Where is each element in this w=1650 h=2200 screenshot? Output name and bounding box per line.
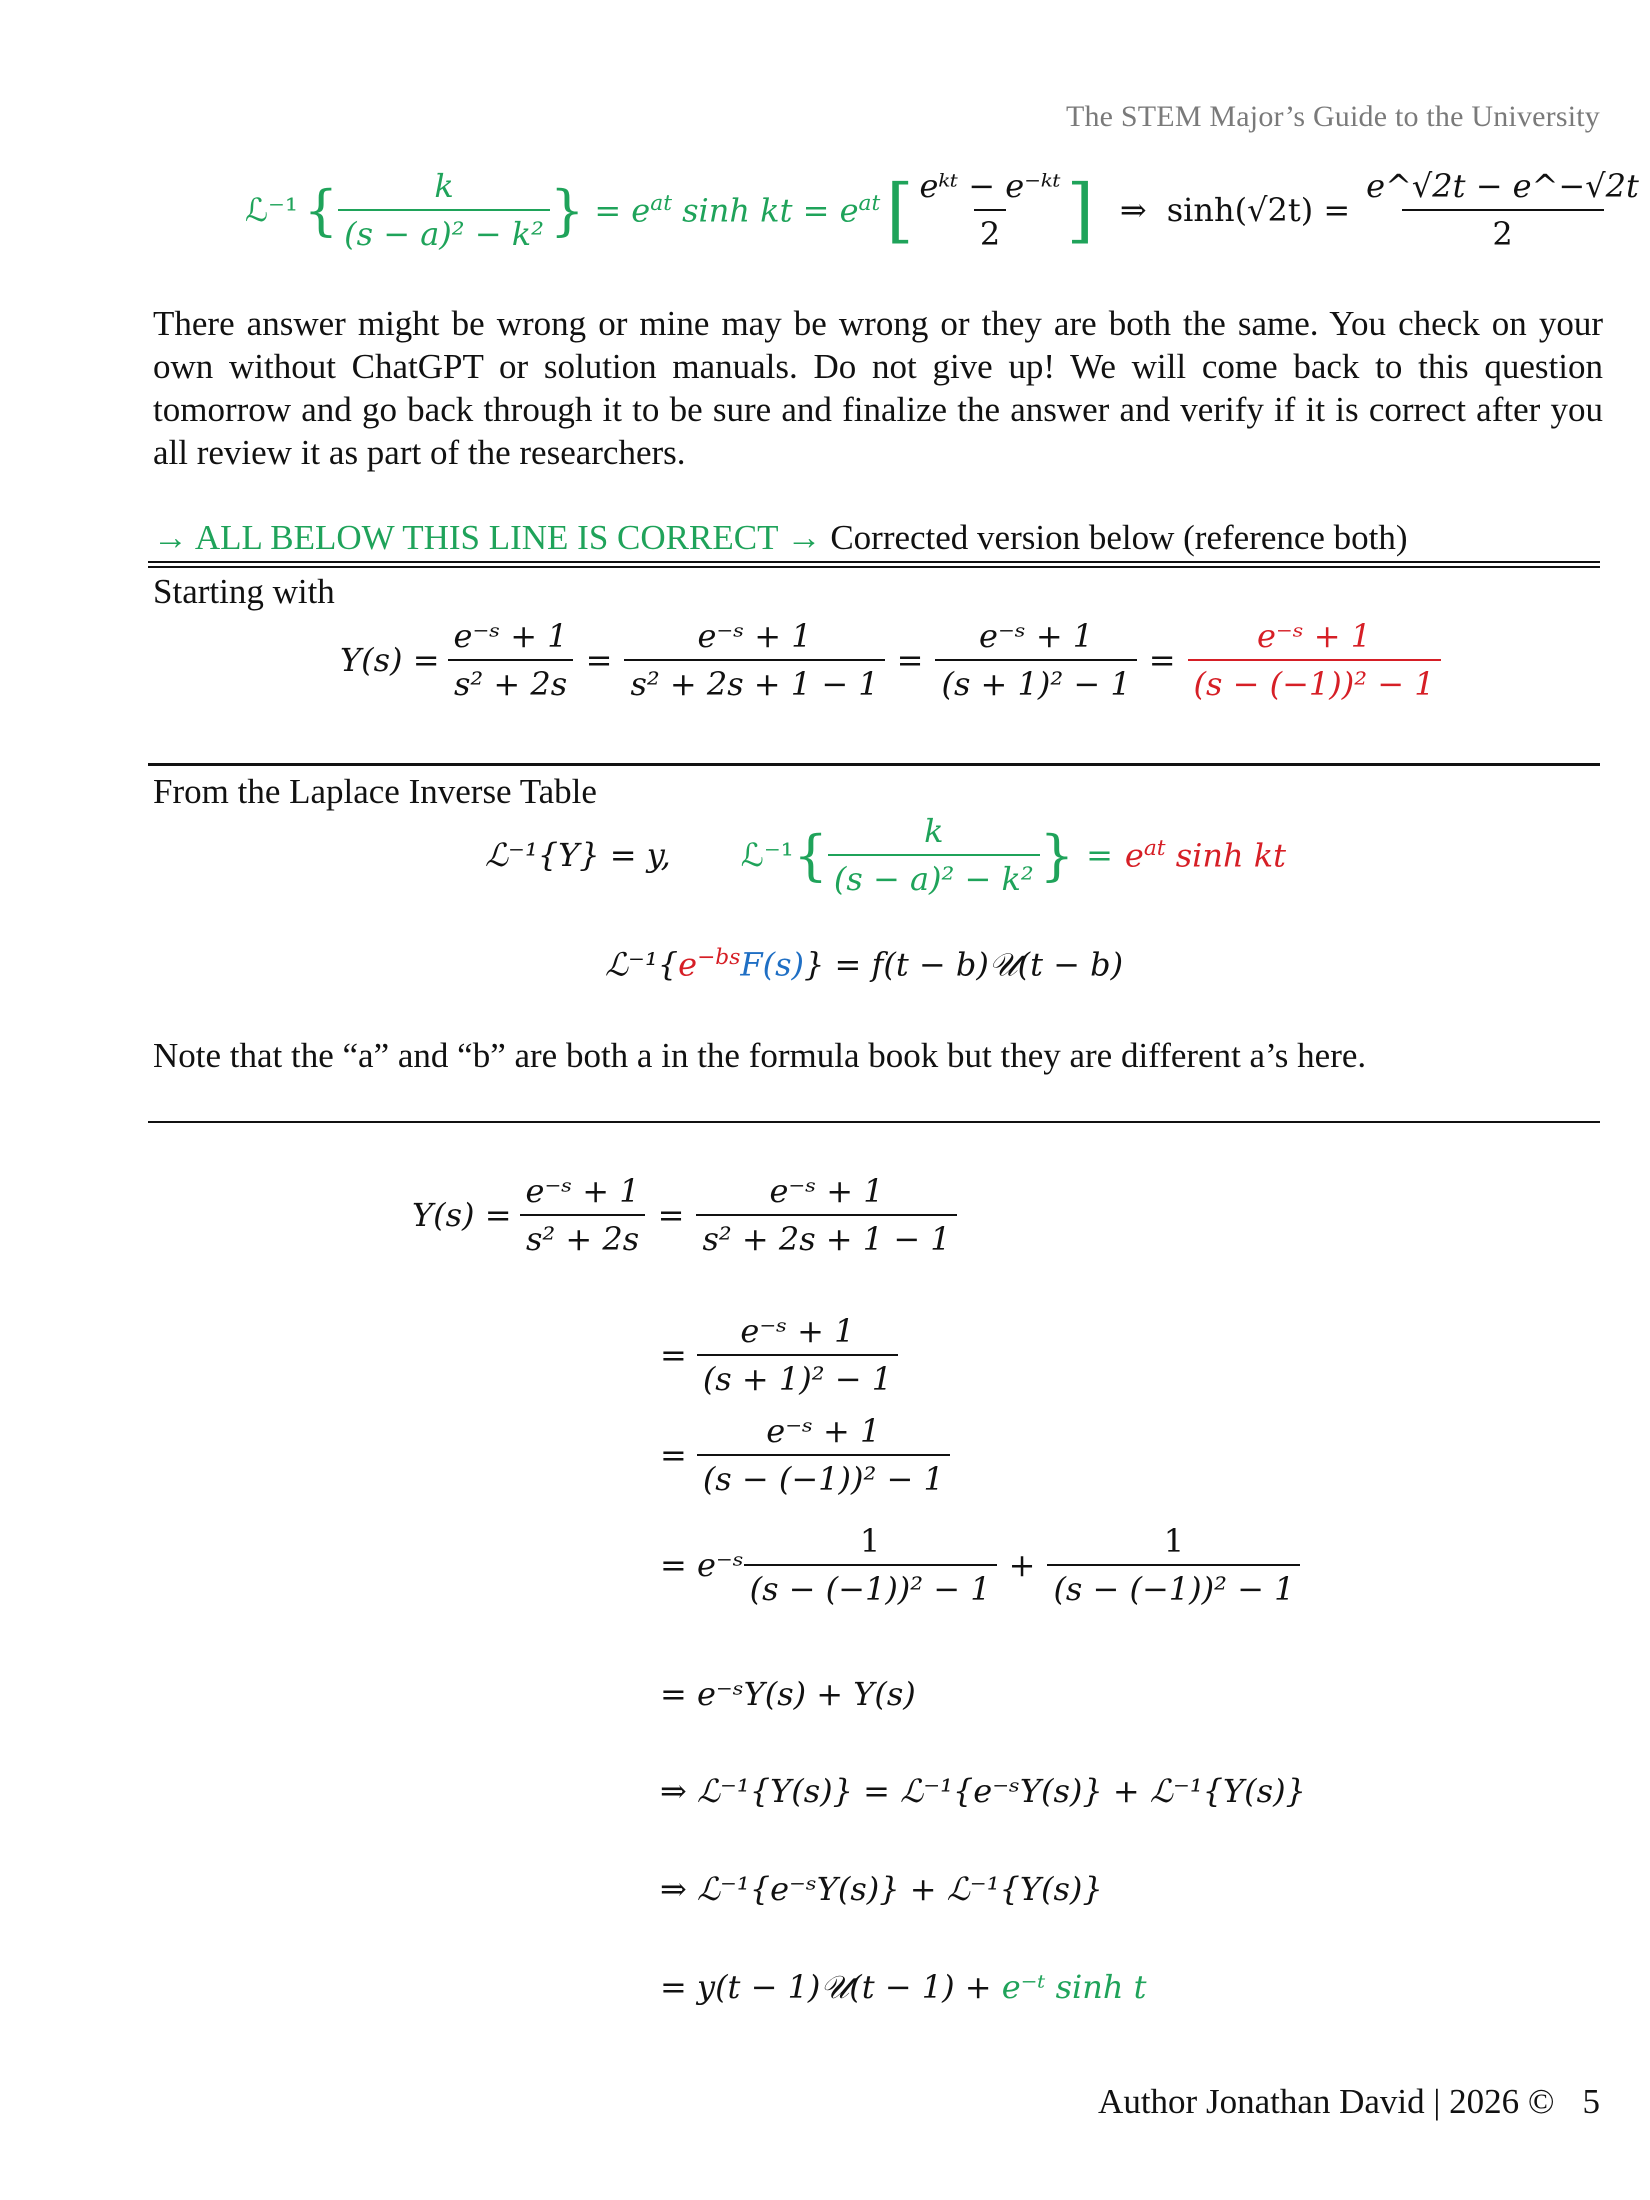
laplace-inverse-symbol: ℒ⁻¹ — [245, 191, 298, 229]
shift-pre: ℒ⁻¹{ — [605, 945, 679, 984]
divider-3 — [148, 1121, 1600, 1123]
page-number: 5 — [1582, 2082, 1600, 2121]
sinh-den: 2 — [1402, 209, 1604, 253]
equals: = — [585, 641, 613, 679]
paragraph-note: There answer might be wrong or mine may be wrong or they are both the same. You check on your own without ChatGPT or solution manuals. Do not give up! We will come back to this question tomorrow and go back through it to be sure and finalize the answer and verify if it is correct after you all review it as part of the researchers. — [153, 304, 1603, 472]
eq-row1-frac1 — [448, 617, 574, 703]
deriv-l8-green: e⁻ᵗ sinh t — [1001, 1968, 1147, 2006]
deriv-lhs: Y(s) = — [412, 1196, 512, 1234]
top-fraction — [338, 167, 550, 253]
bracket-den: 2 — [974, 209, 1006, 253]
shift-post: } = f(t − b)𝒰(t − b) — [803, 945, 1124, 984]
eq-row1-lhs: Y(s) = — [340, 641, 440, 679]
footer-author: Author Jonathan David | 2026 © — [1098, 2082, 1555, 2121]
equals: = — [1148, 641, 1176, 679]
eq-row1-frac3 — [935, 617, 1136, 703]
correct-line-green: → ALL BELOW THIS LINE IS CORRECT → — [153, 518, 822, 557]
eq1-rest: sinh kt = e — [671, 191, 859, 230]
table-inv: ℒ⁻¹ — [740, 836, 794, 874]
deriv-l4-pre: = e⁻ˢ — [660, 1546, 744, 1584]
eq-row1-frac4 — [1188, 617, 1441, 703]
plus: + — [1008, 1546, 1036, 1584]
eq2-sup: at — [858, 190, 881, 216]
table-formula-row — [485, 805, 1286, 905]
deriv-l1-frac1-den: s² + 2s — [520, 1214, 645, 1258]
divider-2 — [148, 763, 1600, 766]
deriv-l3-frac — [697, 1412, 950, 1498]
derivation-line-2 — [660, 1300, 898, 1410]
table-rhs-tail: sinh kt — [1165, 836, 1287, 875]
sinh-lhs: sinh(√2t) = — [1166, 191, 1351, 229]
correct-line — [153, 516, 1408, 559]
derivation-line-6: ⇒ ℒ⁻¹{Y(s)} = ℒ⁻¹{e⁻ˢY(s)} + ℒ⁻¹{Y(s)} — [660, 1772, 1306, 1810]
deriv-l1-frac2-num: e⁻ˢ + 1 — [769, 1172, 884, 1210]
correct-line-black: Corrected version below (reference both) — [821, 518, 1408, 557]
derivation-line-4 — [660, 1505, 1300, 1625]
deriv-l2-num: e⁻ˢ + 1 — [740, 1312, 855, 1350]
deriv-l4-frac1 — [744, 1522, 997, 1608]
table-left-brace: { — [793, 823, 828, 887]
bracket-num: eᵏᵗ − e⁻ᵏᵗ — [919, 167, 1061, 205]
sinh-fraction — [1360, 167, 1645, 253]
table-rhs — [1125, 836, 1286, 875]
eq-row1-frac1-num: e⁻ˢ + 1 — [453, 617, 568, 655]
deriv-l1-frac2-den: s² + 2s + 1 − 1 — [696, 1214, 956, 1258]
deriv-l4-frac1-den: (s − (−1))² − 1 — [744, 1564, 997, 1608]
eq-row1-frac3-num: e⁻ˢ + 1 — [979, 617, 1094, 655]
derivation-line-7: ⇒ ℒ⁻¹{e⁻ˢY(s)} + ℒ⁻¹{Y(s)} — [660, 1870, 1103, 1908]
shift-red-sup: −bs — [697, 945, 741, 970]
eq1-text: = e — [594, 191, 651, 230]
equals: = — [896, 641, 924, 679]
divider-double-top — [148, 561, 1600, 563]
top-fraction-den: (s − a)² − k² — [338, 209, 550, 253]
deriv-l4-frac2-num: 1 — [1163, 1522, 1185, 1560]
sinh-num: e^√2t − e^−√2t — [1366, 167, 1639, 205]
shift-blue: F(s) — [740, 945, 804, 984]
deriv-l2-frac — [697, 1312, 898, 1398]
table-fraction — [828, 812, 1040, 898]
implies-symbol: ⇒ — [1119, 191, 1147, 229]
starting-with-label: Starting with — [153, 572, 335, 611]
deriv-l4-frac2 — [1047, 1522, 1300, 1608]
shift-red: e — [678, 945, 698, 984]
table-fraction-num: k — [924, 812, 944, 850]
deriv-l3-num: e⁻ˢ + 1 — [766, 1412, 881, 1450]
bracket-fraction — [914, 167, 1067, 253]
table-rhs-sup: at — [1143, 835, 1166, 861]
deriv-l1-frac1-num: e⁻ˢ + 1 — [525, 1172, 640, 1210]
divider-double-bottom — [148, 566, 1600, 568]
table-heading: From the Laplace Inverse Table — [153, 772, 597, 811]
table-left: ℒ⁻¹{Y} = y, — [485, 836, 671, 874]
deriv-l1-frac2 — [696, 1172, 956, 1258]
derivation-line-8 — [660, 1968, 1147, 2007]
eq1 — [594, 191, 880, 230]
equals: = — [660, 1336, 687, 1374]
top-fraction-num: k — [434, 167, 454, 205]
deriv-l2-den: (s + 1)² − 1 — [697, 1354, 898, 1398]
deriv-l4-frac2-den: (s − (−1))² − 1 — [1047, 1564, 1300, 1608]
eq-row1-frac4-num: e⁻ˢ + 1 — [1256, 617, 1372, 655]
footer — [1098, 2080, 1600, 2123]
right-brace: } — [549, 178, 585, 242]
table-right-brace: } — [1039, 823, 1075, 887]
eq-row1-frac2-num: e⁻ˢ + 1 — [697, 617, 812, 655]
eq1-sup: at — [650, 190, 672, 216]
derivation-line-5: = e⁻ˢY(s) + Y(s) — [660, 1675, 916, 1713]
right-bracket: ] — [1066, 169, 1094, 251]
deriv-l1-frac1 — [520, 1172, 646, 1258]
table-fraction-den: (s − a)² − k² — [828, 854, 1040, 898]
left-brace: { — [303, 178, 339, 242]
table-equals: = — [1086, 836, 1113, 874]
equals: = — [660, 1436, 687, 1474]
deriv-l3-den: (s − (−1))² − 1 — [697, 1454, 950, 1498]
note-text: Note that the “a” and “b” are both a in the formula book but they are different a’s here. — [153, 1036, 1367, 1075]
shift-theorem — [605, 945, 1123, 985]
equation-row-1 — [340, 605, 1441, 715]
eq-row1-frac2-den: s² + 2s + 1 − 1 — [624, 659, 884, 703]
eq-row1-frac1-den: s² + 2s — [448, 659, 573, 703]
derivation-line-3 — [660, 1395, 950, 1515]
deriv-l8-black: = y(t − 1)𝒰(t − 1) + — [660, 1968, 1002, 2006]
eq-row1-frac3-den: (s + 1)² − 1 — [935, 659, 1136, 703]
top-formula — [245, 160, 1645, 260]
deriv-l4-frac1-num: 1 — [859, 1522, 881, 1560]
running-header: The STEM Major’s Guide to the University — [1065, 100, 1600, 133]
eq-row1-frac4-den: (s − (−1))² − 1 — [1188, 659, 1441, 703]
table-rhs-e: e — [1124, 836, 1144, 875]
left-bracket: [ — [886, 169, 914, 251]
eq-row1-frac2 — [624, 617, 884, 703]
derivation-line-1 — [412, 1160, 957, 1270]
equals: = — [657, 1196, 685, 1234]
